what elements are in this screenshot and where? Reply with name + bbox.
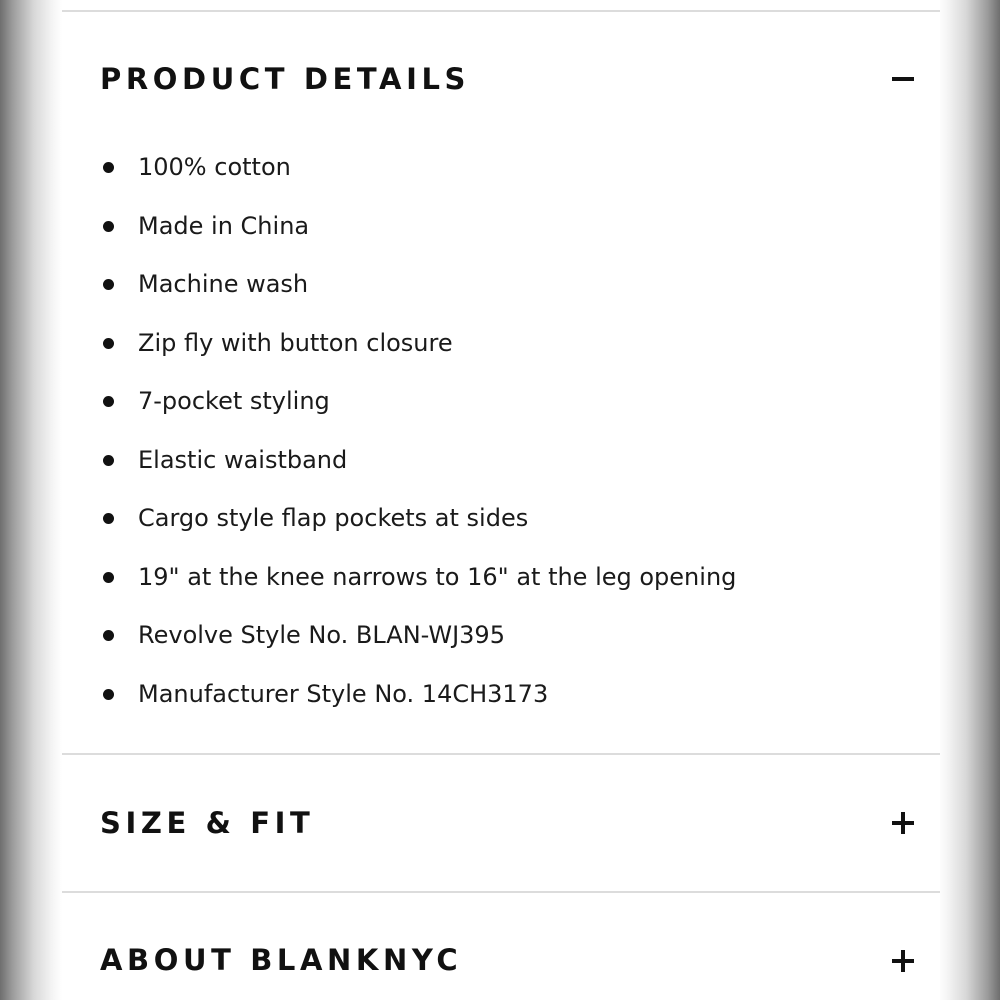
section-divider (62, 891, 940, 893)
section-divider (62, 753, 940, 755)
list-item (100, 378, 736, 437)
about-brand-title: ABOUT BLANKNYC (100, 943, 463, 977)
list-item-text: Cargo style flap pockets at sides (138, 504, 529, 532)
bullet-icon (103, 338, 114, 349)
list-item-text: 100% cotton (138, 153, 291, 181)
list-item (100, 554, 736, 613)
product-details-title: PRODUCT DETAILS (100, 62, 471, 96)
minus-icon (892, 77, 914, 81)
list-item-text: 19" at the knee narrows to 16" at the leg opening (138, 562, 737, 591)
bullet-icon (103, 396, 114, 407)
list-item-text: Zip fly with button closure (138, 328, 453, 357)
list-item-text: 7-pocket styling (138, 387, 330, 415)
list-item-text: Elastic waistband (138, 445, 348, 474)
top-divider (62, 10, 940, 12)
list-item (100, 320, 736, 379)
accordion-panel (62, 0, 940, 1000)
list-item (100, 612, 736, 671)
expand-about-brand-button[interactable] (892, 950, 914, 972)
bullet-icon (103, 513, 114, 524)
bullet-icon (103, 221, 114, 232)
list-item (100, 495, 736, 554)
size-fit-title: SIZE & FIT (100, 806, 315, 840)
bullet-icon (103, 455, 114, 466)
bullet-icon (103, 279, 114, 290)
list-item-text: Revolve Style No. BLAN-WJ395 (138, 621, 505, 649)
list-item (100, 437, 736, 496)
list-item (100, 671, 736, 730)
bullet-icon (103, 689, 114, 700)
list-item (100, 203, 736, 262)
bullet-icon (103, 162, 114, 173)
plus-icon (901, 812, 905, 834)
product-details-list (100, 144, 736, 729)
expand-size-fit-button[interactable] (892, 812, 914, 834)
list-item-text: Manufacturer Style No. 14CH3173 (138, 679, 549, 708)
list-item-text: Machine wash (138, 270, 309, 298)
list-item (100, 144, 736, 203)
bullet-icon (103, 630, 114, 641)
plus-icon (901, 950, 905, 972)
bullet-icon (103, 572, 114, 583)
collapse-product-details-button[interactable] (892, 68, 914, 90)
list-item-text: Made in China (138, 211, 310, 240)
list-item (100, 261, 736, 320)
